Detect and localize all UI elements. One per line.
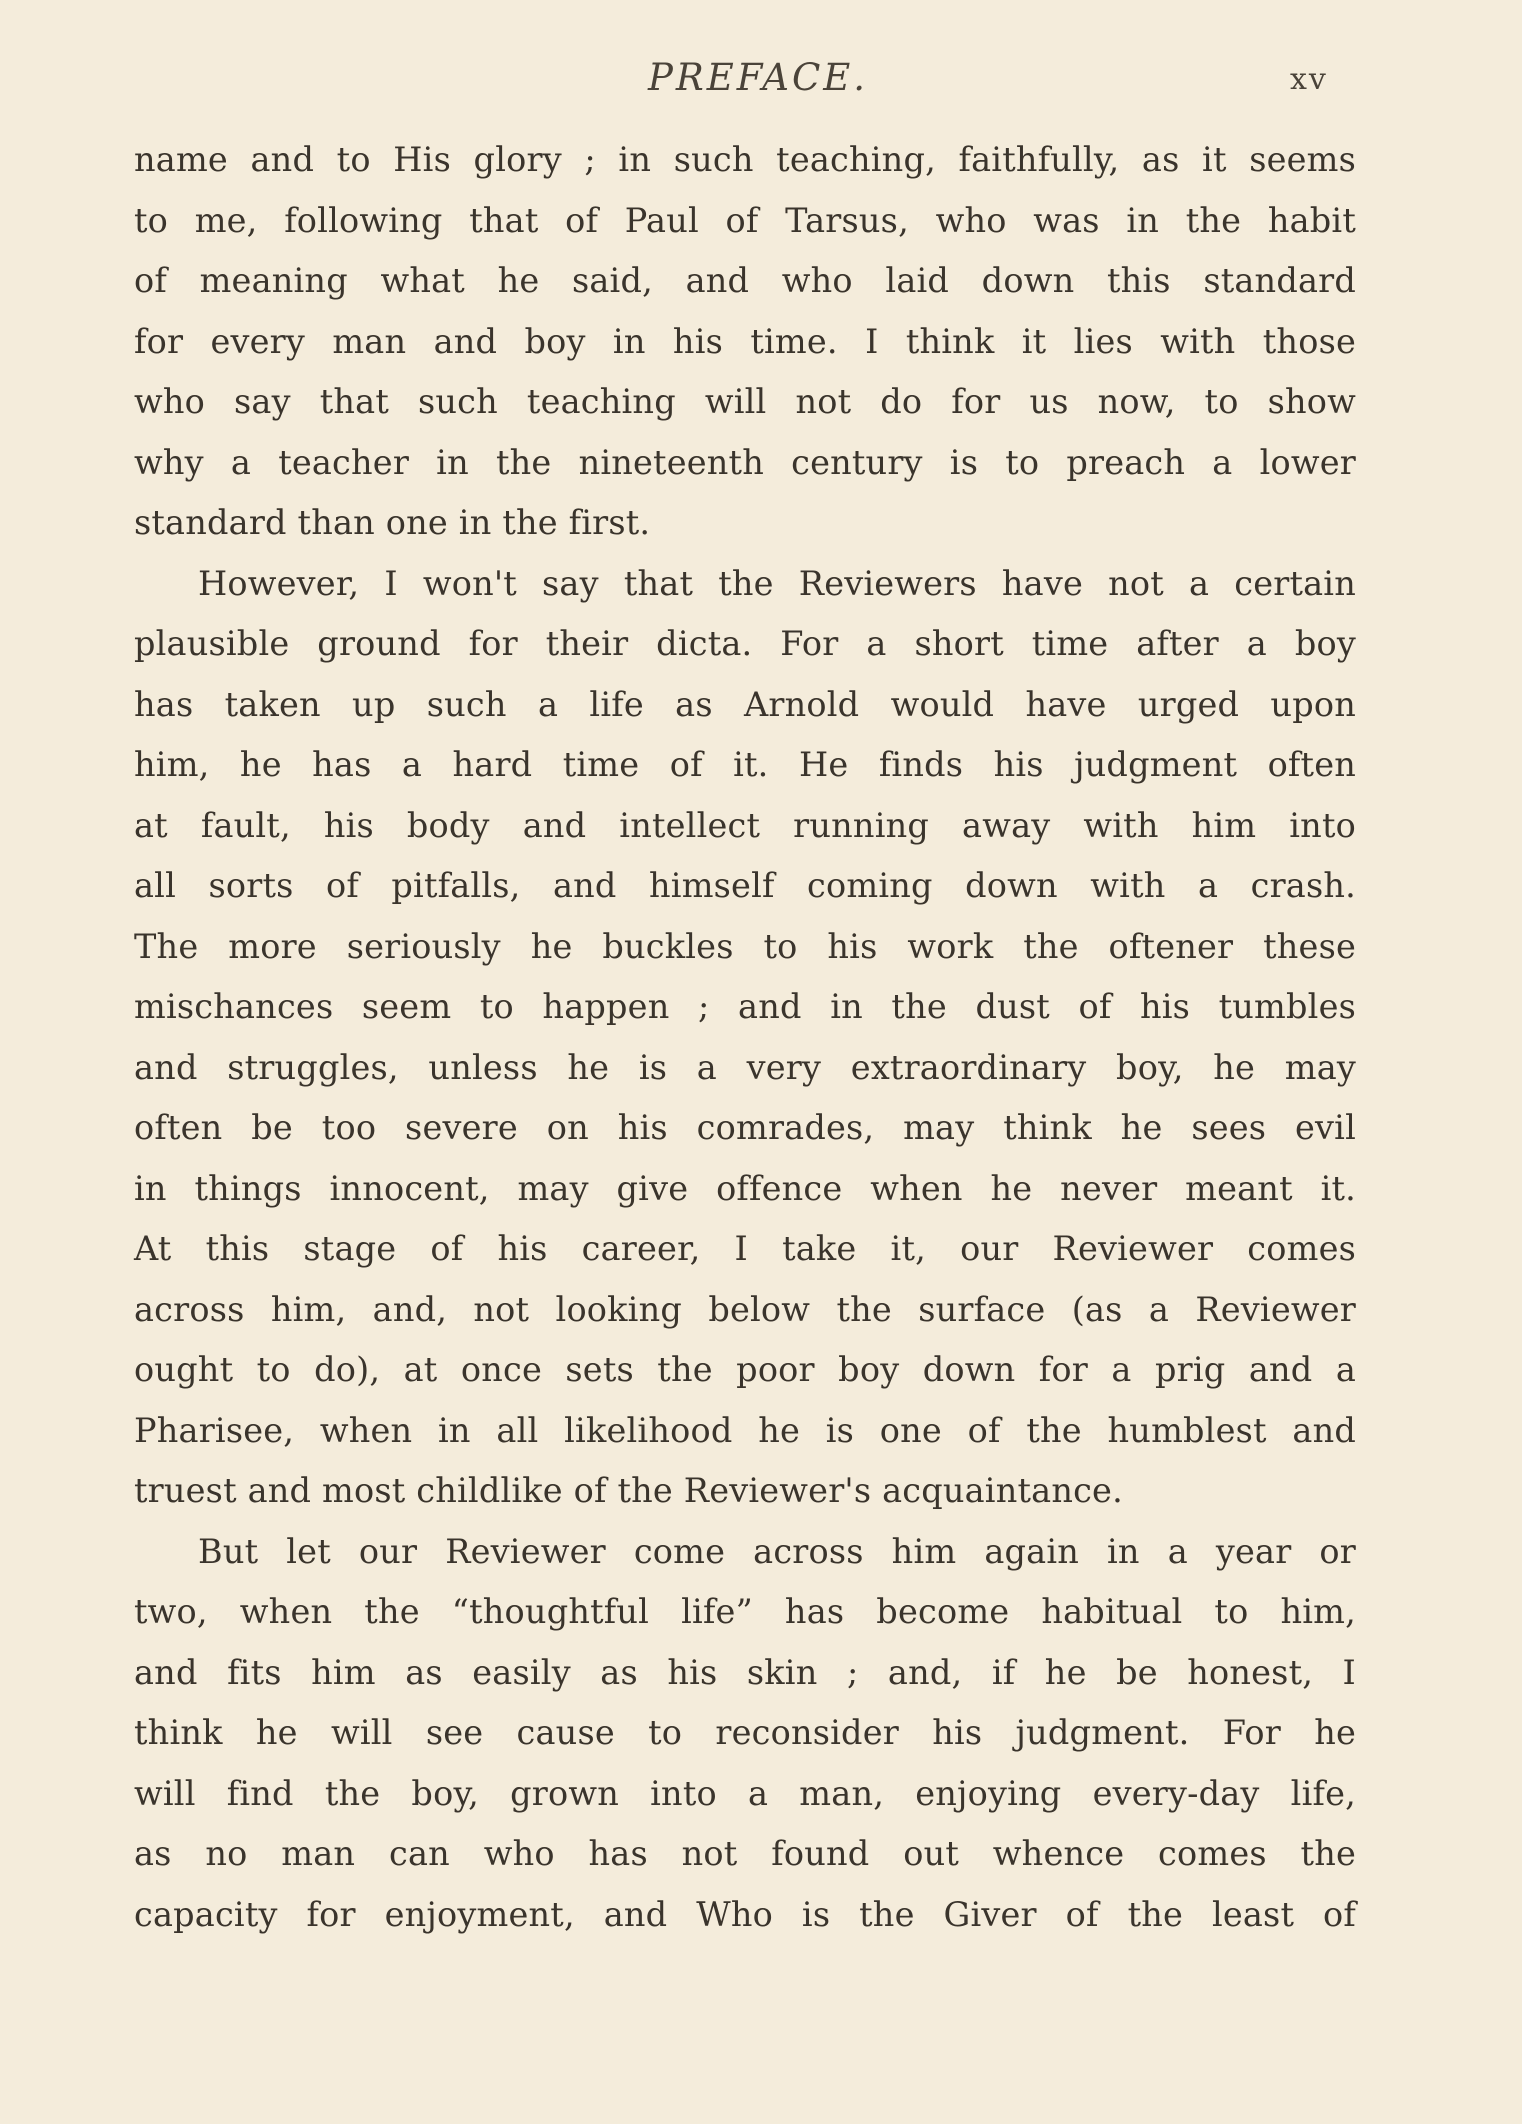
running-head: [0, 56, 1522, 99]
text-line: him, he has a hard time of it. He finds his judgment often: [134, 745, 1356, 784]
text-line: standard than one in the first.: [134, 503, 651, 542]
running-title: PREFACE.: [648, 56, 869, 99]
paragraph-start-line: However, I won't say that the Reviewers have not a certain: [198, 563, 1356, 603]
text-line: capacity for enjoyment, and Who is the Giver of the least of: [134, 1894, 1356, 1934]
text-line: all sorts of pitfalls, and himself coming down with a crash.: [134, 866, 1356, 905]
paragraph-start-line: But let our Reviewer come across him again in a year or: [198, 1531, 1356, 1571]
text-line: as no man can who has not found out whence comes the: [134, 1834, 1356, 1873]
text-line: two, when the “thoughtful life” has become habitual to him,: [134, 1592, 1356, 1631]
text-line: name and to His glory ; in such teaching, faithfully, as it seems: [134, 140, 1356, 179]
text-line: across him, and, not looking below the surface (as a Reviewer: [134, 1289, 1356, 1329]
text-line: to me, following that of Paul of Tarsus, who was in the habit: [134, 200, 1356, 240]
text-line: in things innocent, may give offence when he never meant it.: [134, 1168, 1356, 1208]
text-line: at fault, his body and intellect running away with him into: [134, 805, 1356, 845]
page-number: xv: [1290, 62, 1328, 97]
text-line: for every man and boy in his time. I think it lies with those: [134, 321, 1356, 361]
text-line: At this stage of his career, I take it, our Reviewer comes: [134, 1229, 1356, 1268]
text-line: and fits him as easily as his skin ; and, if he be honest, I: [134, 1652, 1356, 1692]
text-line: who say that such teaching will not do for us now, to show: [134, 382, 1356, 421]
text-line: ought to do), at once sets the poor boy down for a prig and a: [134, 1350, 1356, 1389]
text-line: mischances seem to happen ; and in the dust of his tumbles: [134, 987, 1356, 1026]
text-line: of meaning what he said, and who laid down this standard: [134, 261, 1356, 300]
text-line: truest and most childlike of the Reviewer's acquaintance.: [134, 1471, 1123, 1510]
text-line: think he will see cause to reconsider his judgment. For he: [134, 1713, 1356, 1752]
text-line: often be too severe on his comrades, may think he sees evil: [134, 1108, 1356, 1147]
text-line: why a teacher in the nineteenth century is to preach a lower: [134, 442, 1356, 482]
body-text: [134, 130, 1356, 1945]
text-line: has taken up such a life as Arnold would have urged upon: [134, 684, 1356, 724]
text-line: will find the boy, grown into a man, enjoying every-day life,: [134, 1773, 1356, 1813]
text-line: Pharisee, when in all likelihood he is one of the humblest and: [134, 1410, 1356, 1450]
text-line: The more seriously he buckles to his work the oftener these: [134, 926, 1356, 966]
text-line: plausible ground for their dicta. For a short time after a boy: [134, 624, 1356, 663]
text-line: and struggles, unless he is a very extraordinary boy, he may: [134, 1047, 1356, 1087]
